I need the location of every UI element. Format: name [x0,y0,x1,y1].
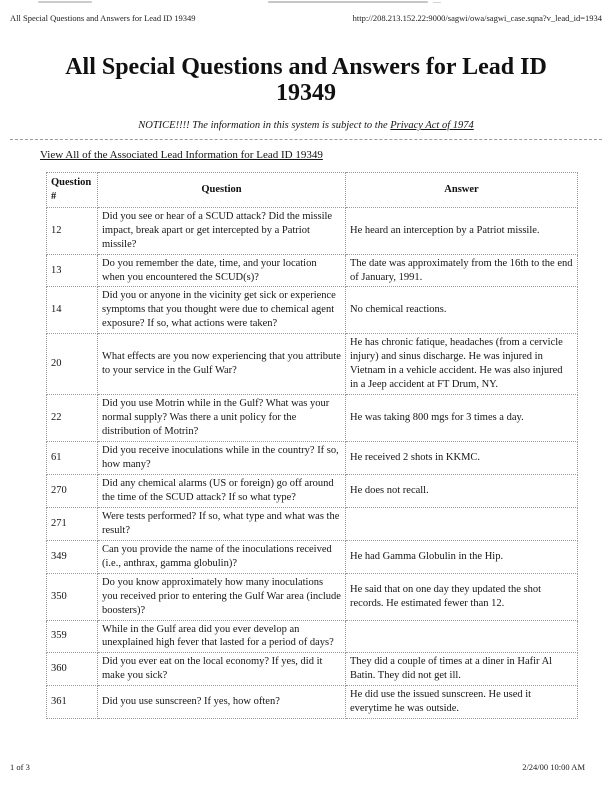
question-number-cell: 360 [47,653,98,686]
question-cell: Did you see or hear of a SCUD attack? Did the missile impact, break apart or get intercepted by a Patriot missile? [98,207,346,254]
answer-cell [346,620,578,653]
qa-table-row [47,540,578,573]
privacy-act-link[interactable]: Privacy Act of 1974 [390,119,474,131]
view-all-lead-info-link[interactable]: View All of the Associated Lead Information for Lead ID 19349 [40,148,323,161]
column-header-answer: Answer [346,172,578,207]
page-title-line1: All Special Questions and Answers for Lead ID [65,54,547,80]
question-number-cell: 361 [47,686,98,719]
answer-cell [346,507,578,540]
page-title-line2: 19349 [276,79,336,106]
scan-smudge [433,2,441,3]
question-number-cell: 22 [47,395,98,442]
qa-table-row [47,334,578,395]
print-timestamp: 2/24/00 10:00 AM [522,762,585,772]
answer-cell: He does not recall. [346,474,578,507]
question-cell: Did you use sunscreen? If yes, how often? [98,686,346,719]
question-number-cell: 12 [47,207,98,254]
print-header-document-title: All Special Questions and Answers for Lead ID 19349 [10,13,196,23]
question-number-cell: 271 [47,507,98,540]
question-number-cell: 61 [47,442,98,475]
qa-table-row [47,474,578,507]
browser-print-footer [10,762,585,772]
question-cell: Did you receive inoculations while in the country? If so, how many? [98,442,346,475]
question-number-cell: 14 [47,287,98,334]
question-number-cell: 270 [47,474,98,507]
answer-cell: The date was approximately from the 16th to the end of January, 1991. [346,254,578,287]
page-number: 1 of 3 [10,762,30,772]
question-number-cell: 20 [47,334,98,395]
scan-smudge [38,1,92,3]
question-cell: What effects are you now experiencing that you attribute to your service in the Gulf War? [98,334,346,395]
question-number-cell: 349 [47,540,98,573]
scan-smudge [268,1,428,3]
qa-table-row [47,686,578,719]
column-header-question-number: Question # [47,172,98,207]
question-cell: Did any chemical alarms (US or foreign) go off around the time of the SCUD attack? If so what type? [98,474,346,507]
question-cell: Did you or anyone in the vicinity get sick or experience symptoms that you thought were due to chemical agent exposure? If so, what actions were taken? [98,287,346,334]
question-cell: While in the Gulf area did you ever develop an unexplained high fever that lasted for a period of days? [98,620,346,653]
answer-cell: He had Gamma Globulin in the Hip. [346,540,578,573]
answer-cell: They did a couple of times at a diner in Hafir Al Batin. They did not get ill. [346,653,578,686]
question-cell: Did you ever eat on the local economy? If yes, did it make you sick? [98,653,346,686]
horizontal-divider [10,139,602,140]
print-header-url: http://208.213.152.22:9000/sagwi/owa/sagwi_case.sqna?v_lead_id=1934 [352,13,602,23]
answer-cell: He heard an interception by a Patriot missile. [346,207,578,254]
question-cell: Were tests performed? If so, what type and what was the result? [98,507,346,540]
qa-table-row [47,395,578,442]
qa-table-row [47,254,578,287]
answer-cell: He was taking 800 mgs for 3 times a day. [346,395,578,442]
column-header-question: Question [98,172,346,207]
qa-table-row [47,573,578,620]
qa-table-row [47,287,578,334]
answer-cell: He has chronic fatique, headaches (from a cervicle injury) and sinus discharge. He was injured in Vietnam in a vehicle accident. He was also injured in a Jeep accident at FT Drum, NY. [346,334,578,395]
qa-table-row [47,207,578,254]
answer-cell: He received 2 shots in KKMC. [346,442,578,475]
question-number-cell: 13 [47,254,98,287]
question-cell: Can you provide the name of the inoculations received (i.e., anthrax, gamma globulin)? [98,540,346,573]
question-answer-table [46,172,578,719]
answer-cell: He did use the issued sunscreen. He used it everytime he was outside. [346,686,578,719]
question-cell: Did you use Motrin while in the Gulf? What was your normal supply? Was there a unit policy for the distribution of Motrin? [98,395,346,442]
answer-cell: He said that on one day they updated the shot records. He estimated fewer than 12. [346,573,578,620]
qa-table-row [47,653,578,686]
privacy-notice-text: NOTICE!!!! The information in this system is subject to the [138,119,391,131]
table-header-row [47,172,578,207]
question-cell: Do you know approximately how many inoculations you received prior to entering the Gulf War area (include boosters)? [98,573,346,620]
page-title [40,55,572,107]
browser-print-header [10,13,602,23]
answer-cell: No chemical reactions. [346,287,578,334]
qa-table-row [47,620,578,653]
qa-table-row [47,442,578,475]
question-number-cell: 359 [47,620,98,653]
question-cell: Do you remember the date, time, and your location when you encountered the SCUD(s)? [98,254,346,287]
privacy-notice [10,120,602,131]
question-number-cell: 350 [47,573,98,620]
qa-table-row [47,507,578,540]
